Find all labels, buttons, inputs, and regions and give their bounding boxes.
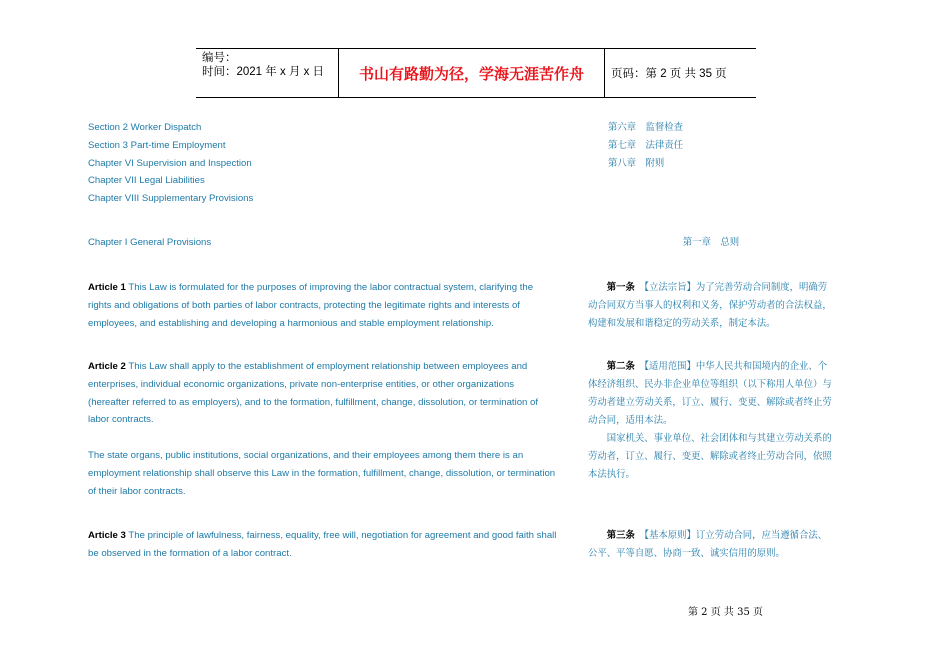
toc-item: Section 3 Part-time Employment — [88, 139, 226, 151]
header-motto: 书山有路勤为径，学海无涯苦作舟 — [358, 64, 584, 83]
chapter-title: Chapter I General Provisions — [88, 237, 212, 248]
article-text: This Law shall apply to the establishment of employment relationship between employees and enterprises, individual economic organizations, private non-enterprise entities, or other organizations (hereafter referred to as employers), and to the formation, fulfillment, change, dissolution, or termination of labor contracts. — [88, 361, 539, 426]
article-3-en — [88, 527, 558, 563]
article-text: 【适用范围】中华人民共和国境内的企业、个体经济组织、民办非企业单位等组织（以下称用人单位）与劳动者建立劳动关系，订立、履行、变更、解除或者终止劳动合同，适用本法。 — [588, 361, 832, 426]
toc-item: Chapter VI Supervision and Inspection — [88, 157, 252, 169]
article-2-en — [88, 358, 558, 500]
toc-item: 第七章 法律责任 — [608, 139, 684, 151]
time-label: 时间：2021 年 x 月 x 日 — [202, 66, 325, 78]
toc-item: 第六章 监督检查 — [608, 122, 684, 133]
toc-item: Section 2 Worker Dispatch — [88, 122, 202, 133]
chapter-title: 第一章 总则 — [682, 237, 740, 248]
article-2-zh — [588, 358, 834, 484]
article-1-zh — [588, 279, 834, 333]
header-divider — [604, 49, 605, 97]
article-text: The state organs, public institutions, social organizations, and their employees among them there is an employment relationship shall observe this Law in the formation, fulfillment, change, dissolution, or termination of their labor contracts. — [88, 449, 556, 497]
article-3-zh — [588, 527, 834, 563]
header-page-number: 页码：第 2 页 共 35 页 — [611, 68, 727, 80]
article-text: 【基本原则】订立劳动合同，应当遵循合法、公平、平等自愿、协商一致、诚实信用的原则。 — [588, 530, 828, 559]
article-label: 第一条 — [606, 282, 635, 293]
toc-chinese — [608, 119, 683, 172]
page-footer: 第 2 页 共 35 页 — [688, 607, 763, 618]
article-label: Article 1 — [88, 282, 126, 293]
article-text: This Law is formulated for the purposes of improving the labor contractual system, clarifying the rights and obligations of both parties of labor contracts, protecting the legitimate rights and interests of employees, and establishing and developing a harmonious and stable employment relationship. — [88, 282, 534, 329]
page-header — [196, 48, 756, 98]
chapter-heading-zh — [588, 234, 834, 252]
toc-item: Chapter VII Legal Liabilities — [88, 175, 205, 187]
article-label: Article 3 — [88, 530, 126, 541]
header-meta — [202, 51, 340, 79]
article-text: 【立法宗旨】为了完善劳动合同制度，明确劳动合同双方当事人的权利和义务，保护劳动者的合法权益，构建和发展和谐稳定的劳动关系，制定本法。 — [588, 282, 832, 329]
toc-item: Chapter VIII Supplementary Provisions — [88, 193, 254, 205]
article-label: Article 2 — [88, 361, 126, 372]
article-label: 第二条 — [606, 361, 635, 372]
chapter-heading-en — [88, 234, 558, 252]
number-label: 编号： — [202, 52, 237, 64]
article-1-en — [88, 279, 558, 332]
article-label: 第三条 — [606, 530, 635, 541]
article-text: 国家机关、事业单位、社会团体和与其建立劳动关系的劳动者，订立、履行、变更、解除或者终止劳动合同，依照本法执行。 — [588, 433, 832, 480]
toc-english — [88, 119, 558, 208]
toc-item: 第八章 附则 — [608, 157, 665, 169]
article-text: The principle of lawfulness, fairness, equality, free will, negotiation for agreement and good faith shall be observed in the formation of a labor contract. — [88, 530, 557, 559]
